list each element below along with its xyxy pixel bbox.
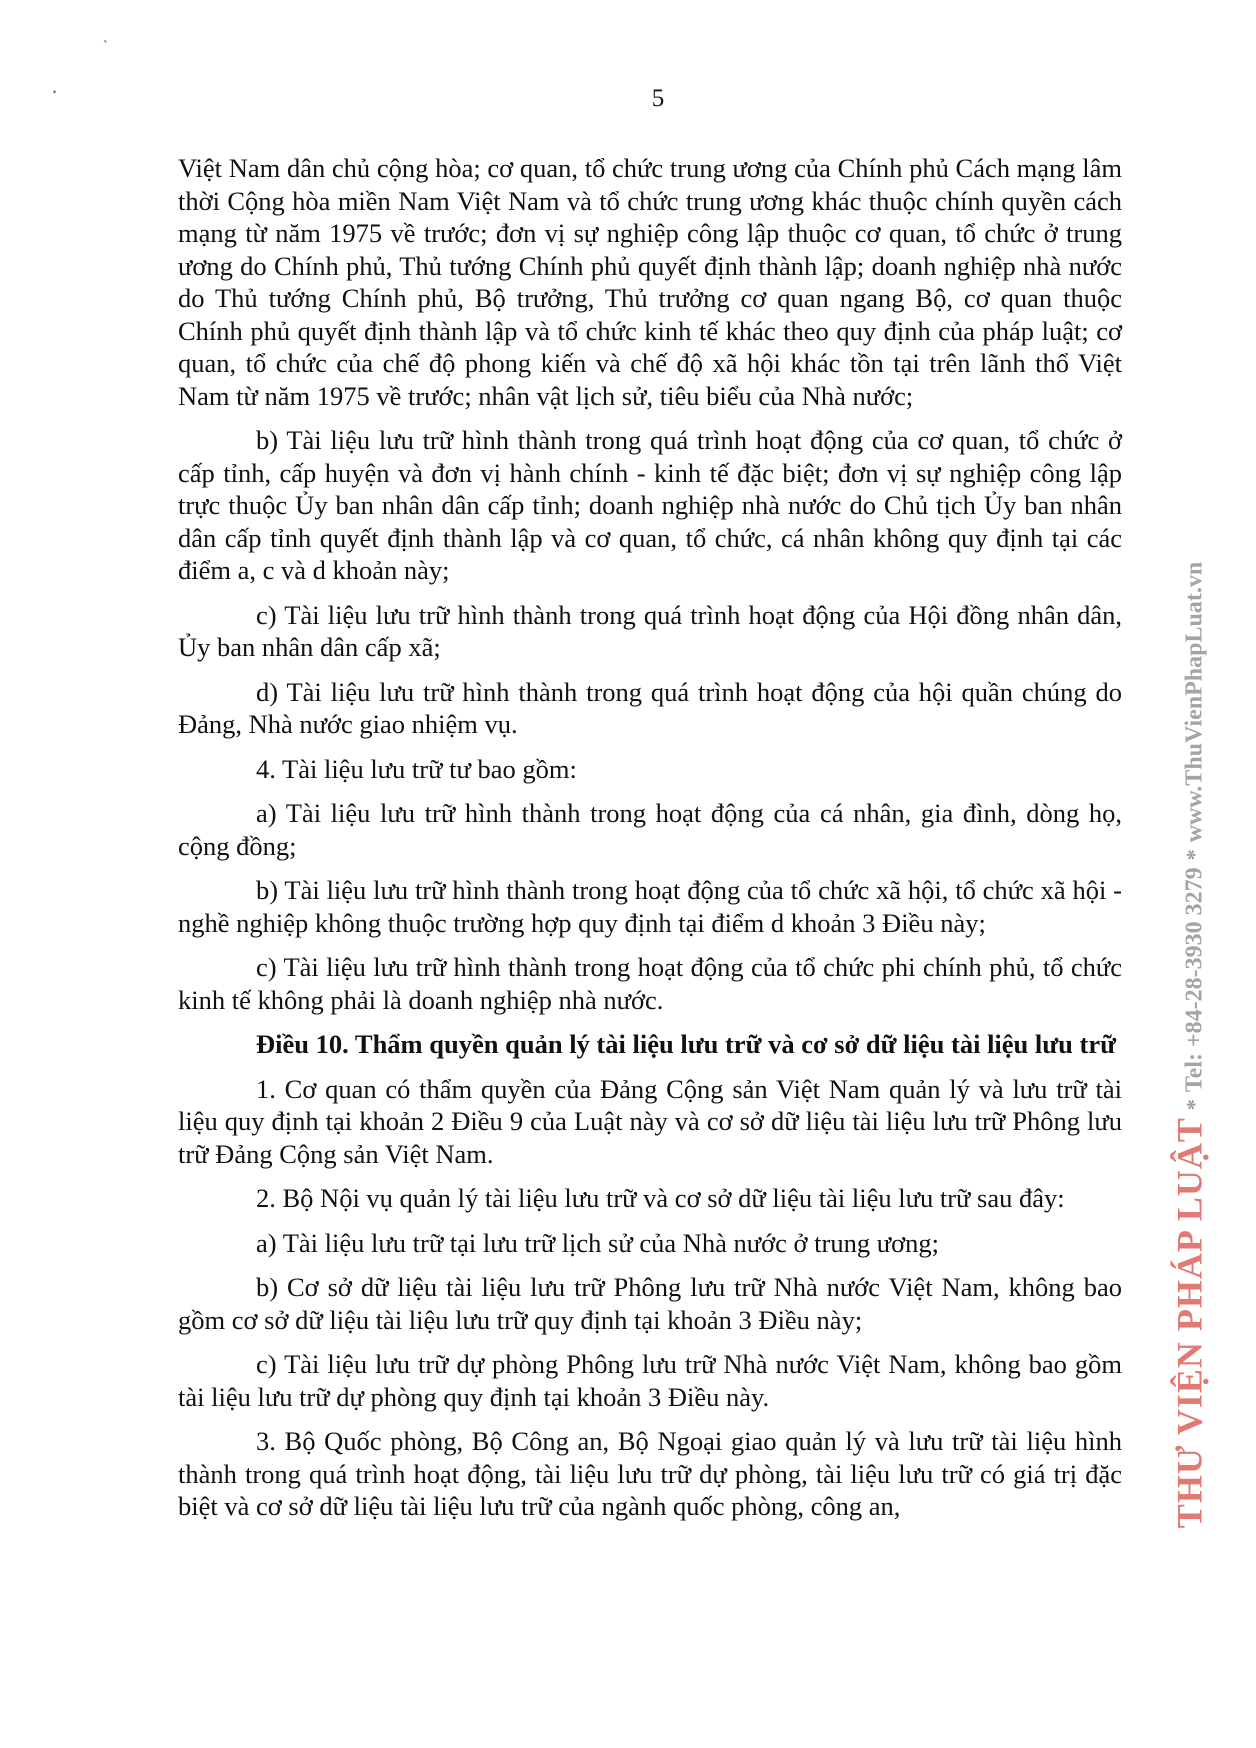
paragraph-item-4b: b) Tài liệu lưu trữ hình thành trong hoạt động của tổ chức xã hội, tổ chức xã hội - nghề nghiệp không thuộc trường hợp quy định tại điểm d khoản 3 Điều này; (178, 875, 1122, 938)
watermark-phone: Tel: +84-28-3930 3279 (1181, 867, 1208, 1093)
paragraph-art10-clause-2: 2. Bộ Nội vụ quản lý tài liệu lưu trữ và cơ sở dữ liệu tài liệu lưu trữ sau đây: (256, 1183, 1065, 1213)
article-10-heading: Điều 10. Thẩm quyền quản lý tài liệu lưu trữ và cơ sở dữ liệu tài liệu lưu trữ (256, 1029, 1117, 1059)
paragraph-art10-clause-3: 3. Bộ Quốc phòng, Bộ Công an, Bộ Ngoại giao quản lý và lưu trữ tài liệu hình thành trong quá trình hoạt động, tài liệu lưu trữ dự phòng, tài liệu lưu trữ có giá trị đặc biệt và cơ sở dữ liệu tài liệu lưu trữ của ngành quốc phòng, công an, (178, 1426, 1122, 1521)
paragraph-art10-item-2c: c) Tài liệu lưu trữ dự phòng Phông lưu trữ Nhà nước Việt Nam, không bao gồm tài liệu lưu trữ dự phòng quy định tại khoản 3 Điều này. (178, 1349, 1122, 1412)
scan-speck: ¸ (52, 79, 57, 94)
paragraph-art10-item-2b: b) Cơ sở dữ liệu tài liệu lưu trữ Phông lưu trữ Nhà nước Việt Nam, không bao gồm cơ sở dữ liệu tài liệu lưu trữ quy định tại khoản 3 Điều này; (178, 1272, 1122, 1335)
paragraph-continuation: Việt Nam dân chủ cộng hòa; cơ quan, tổ chức trung ương của Chính phủ Cách mạng lâm thời Cộng hòa miền Nam Việt Nam và tổ chức trung ương khác thuộc chính quyền cách mạng từ năm 1975 về trước; đơn vị sự nghiệp công lập thuộc cơ quan, tổ chức ở trung ương do Chính phủ, Thủ tướng Chính phủ quyết định thành lập; doanh nghiệp nhà nước do Thủ tướng Chính phủ, Bộ trưởng, Thủ trưởng cơ quan ngang Bộ, cơ quan thuộc Chính phủ quyết định thành lập và tổ chức kinh tế khác theo quy định của pháp luật; cơ quan, tổ chức của chế độ phong kiến và chế độ xã hội khác tồn tại trên lãnh thổ Việt Nam từ năm 1975 về trước; nhân vật lịch sử, tiêu biểu của Nhà nước; (178, 153, 1122, 411)
paragraph-item-3c: c) Tài liệu lưu trữ hình thành trong quá trình hoạt động của Hội đồng nhân dân, Ủy ban nhân dân cấp xã; (178, 599, 1122, 662)
paragraph-item-4a: a) Tài liệu lưu trữ hình thành trong hoạt động của cá nhân, gia đình, dòng họ, cộng đồng; (178, 798, 1122, 861)
page-number: 5 (651, 85, 665, 112)
paragraph-item-3b: b) Tài liệu lưu trữ hình thành trong quá trình hoạt động của cơ quan, tổ chức ở cấp tỉnh, cấp huyện và đơn vị hành chính - kinh tế đặc biệt; đơn vị sự nghiệp công lập trực thuộc Ủy ban nhân dân cấp tỉnh; doanh nghiệp nhà nước do Chủ tịch Ủy ban nhân dân cấp tỉnh quyết định thành lập và cơ quan, tổ chức, cá nhân không quy định tại các điểm a, c và d khoản này; (178, 425, 1122, 585)
watermark-website: www.ThuVienPhapLuat.vn (1181, 561, 1208, 843)
paragraph-clause-4: 4. Tài liệu lưu trữ tư bao gồm: (256, 753, 577, 784)
paragraph-art10-clause-1: 1. Cơ quan có thẩm quyền của Đảng Cộng sản Việt Nam quản lý và lưu trữ tài liệu quy định tại khoản 2 Điều 9 của Luật này và cơ sở dữ liệu tài liệu lưu trữ Phông lưu trữ Đảng Cộng sản Việt Nam. (178, 1073, 1122, 1169)
paragraph-item-3d: d) Tài liệu lưu trữ hình thành trong quá trình hoạt động của hội quần chúng do Đảng, Nhà nước giao nhiệm vụ. (178, 676, 1122, 739)
paragraph-art10-item-2a: a) Tài liệu lưu trữ tại lưu trữ lịch sử của Nhà nước ở trung ương; (256, 1227, 939, 1258)
scan-speck: ` (103, 39, 108, 54)
watermark-separator: * (1181, 849, 1207, 861)
paragraph-item-4c: c) Tài liệu lưu trữ hình thành trong hoạt động của tổ chức phi chính phủ, tổ chức kinh tế không phải là doanh nghiệp nhà nước. (178, 952, 1122, 1015)
document-body (178, 152, 1122, 1535)
watermark-brand: THƯ VIỆN PHÁP LUẬT (1169, 1117, 1210, 1529)
watermark-separator: * (1181, 1099, 1207, 1111)
